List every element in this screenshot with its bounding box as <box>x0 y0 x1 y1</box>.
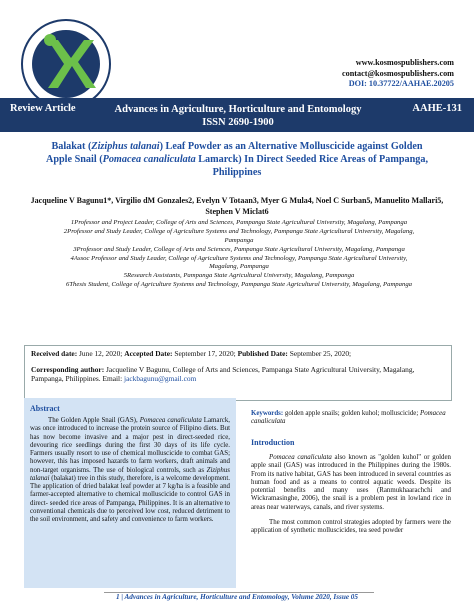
affiliation: 1Professor and Project Leader, College of Arts and Sciences, Pampanga State Agricultural University, Magalang, Pampanga <box>70 219 408 226</box>
intro-paragraph <box>251 454 451 512</box>
received-label: Received date: <box>31 349 78 358</box>
contact-email[interactable]: contact@kosmospublishers.com <box>341 68 454 78</box>
keywords-label: Keywords: <box>251 410 284 417</box>
publication-dates <box>31 349 445 359</box>
keywords-text: golden apple snails; golden kuhol; molluscicide; <box>284 410 419 417</box>
abstract-box <box>24 398 236 588</box>
author-list: Jacqueline V Bagunu1*, Virgilio dM Gonzales2, Evelyn V Totaan3, Myer G Mula4, Noel C Surban5, Manuelito Mallari5, Stephen V Miclat6 <box>30 196 444 216</box>
title-species: Pomacea canaliculata <box>102 154 196 165</box>
journal-name: Advances in Agriculture, Horticulture and Entomology <box>114 104 362 115</box>
abstract-part: (balakat) tree in this study, therefore, is a welcome development. The application of dried balakat leaf powder at 7 kg/ha is a feasible and farmer-accepted alternative to chemical molluscicide to control GAS in direct- seeded rice areas of Pampanga, Philippines. It is an alternative to conventional chemicals due to perceived low cost, reduced detriment to the soil environment, and safety and convenience to farm workers. <box>30 474 230 523</box>
intro-paragraph: The most common control strategies adopted by farmers were the application of synthetic molluscicides, tea seed powder <box>251 519 451 535</box>
contact-block <box>342 58 454 90</box>
accepted-label: Accepted Date: <box>124 349 173 358</box>
affiliation: 5Research Assistants, Pampanga State Agricultural University, Magalang, Pampanga <box>123 272 355 280</box>
corresponding-text: Jacqueline V Bagunu, College of Arts and Sciences, Pampanga State Agricultural University, Magalang, Pampanga, Philippines. Email: <box>31 365 415 384</box>
page-footer: 1 | Advances in Agriculture, Horticulture and Entomology, Volume 2020, Issue 05 <box>116 593 358 601</box>
corresponding-email[interactable]: jackbagunu@gmail.com <box>124 374 197 384</box>
affiliations <box>56 219 422 290</box>
doi[interactable]: DOI: 10.37722/AAHAE.20205 <box>348 79 454 88</box>
intro-part: also known as "golden kuhol" or golden apple snail (GAS) was introduced in the Philippines during the 1980s. From its native habitat, GAS has been introduced in several countries as human food and as a means to control aquatic weeds. Despite its potential benefits and many uses (Ranmukhaarachchi and Wickramasinghe, 2006), the snail is a problem pest in lowland rice in areas near waterways, canals, and river systems. <box>251 454 451 511</box>
affiliation: 3Professor and Study Leader, College of Arts and Sciences, Pampanga State Agricultural University, Magalang, Pampanga <box>73 245 405 253</box>
corresponding-label: Corresponding author: <box>31 365 105 374</box>
title-part: Balakat ( <box>51 141 92 152</box>
introduction-text <box>251 454 451 543</box>
intro-species: Pomacea canaliculata <box>269 454 332 461</box>
article-type: Review Article <box>10 103 76 114</box>
abstract-part: The Golden Apple Snail (GAS), <box>48 417 140 424</box>
abstract-part: Lamarck, was once introduced to increase the protein source of Filipino diets. But has now become invasive and a major pest in direct-seeded rice, devouring rice seedlings during the first 30 days of its life cycle. Farmers usually resort to use of chemical molluscicide to combat GAS; however, this has imposed hazards to farm workers, draft animals and non-target organisms. The use of biological controls, such as <box>30 417 230 474</box>
received-date: June 12, 2020; <box>79 349 123 358</box>
published-label: Published Date: <box>237 349 288 358</box>
title-species: Ziziphus talanai <box>91 141 160 152</box>
issn: ISSN 2690-1900 <box>202 117 274 128</box>
introduction-heading: Introduction <box>251 438 295 447</box>
abstract-species: Ziziphus talanai <box>30 466 230 482</box>
affiliation: 4Assoc Professor and Study Leader, College of Agriculture Systems and Technology, Pampanga State Agricultural University, Magalang, Pampanga <box>70 254 408 271</box>
affiliation: 6Thesis Student, College of Agriculture Systems and Technology, Pampanga State Agricultural University, Magalang, Pampanga <box>65 281 413 289</box>
journal-title-block <box>100 103 376 129</box>
dates-box <box>24 345 452 401</box>
keywords <box>251 410 451 427</box>
article-code: AAHE-131 <box>412 103 462 114</box>
keywords-species: Pomacea canaliculata <box>251 410 446 426</box>
title-part: ) Leaf Powder as an Alternative Molluscicide against Golden Apple Snail ( <box>45 141 423 165</box>
affiliation: 2Professor and Study Leader, College of Agriculture Systems and Technology, Pampanga State Agricultural University, Magalang, Pampanga <box>63 227 415 244</box>
website-link[interactable]: www.kosmospublishers.com <box>355 58 454 67</box>
corresponding-author <box>31 365 445 384</box>
article-title <box>40 140 434 179</box>
journal-banner <box>0 98 474 132</box>
title-part: Lamarck) In Direct Seeded Rice Areas of Pampanga, Philippines <box>195 154 429 178</box>
abstract-text <box>30 417 230 524</box>
abstract-species: Pomacea canaliculata <box>139 417 202 424</box>
published-date: September 25, 2020; <box>289 349 352 358</box>
abstract-heading: Abstract <box>30 404 60 413</box>
accepted-date: September 17, 2020; <box>174 349 236 358</box>
